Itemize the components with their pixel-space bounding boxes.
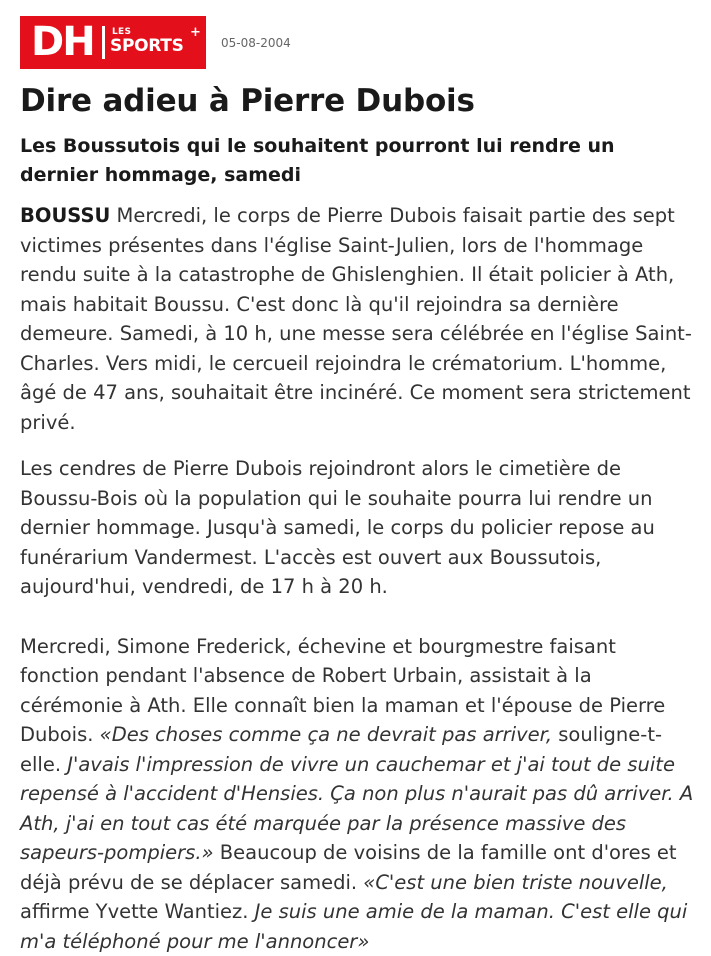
paragraph-3-text-4: affirme Yvette Wantiez. <box>20 900 255 923</box>
logo-sports-text: SPORTS <box>110 38 184 55</box>
logo-plus-icon: + <box>190 26 201 39</box>
article-subtitle: Les Boussutois qui le souhaitent pourront lui rendre un dernier hommage, samedi <box>20 132 695 190</box>
quote-4: Je suis une amie de la maman. C'est elle qui m'a téléphoné pour me l'annoncer» <box>20 900 687 953</box>
logo-les-text: LES <box>112 28 131 37</box>
paragraph-3-text-3: Beaucoup de voisins de la famille ont d'ores et déjà prévu de se déplacer samedi. <box>20 841 677 894</box>
quote-3: «C'est une bien triste nouvelle, <box>363 871 668 894</box>
article-header <box>20 16 206 70</box>
logo-divider <box>102 26 105 59</box>
paragraph-3 <box>20 632 700 956</box>
article-body <box>20 201 700 956</box>
paragraph-3-text-2: souligne-t-elle. <box>20 723 662 776</box>
dateline: BOUSSU <box>20 204 110 227</box>
paragraph-3-text-1: Mercredi, Simone Frederick, échevine et bourgmestre faisant fonction pendant l'absence de Robert Urbain, assistait à la cérémonie à Ath. Elle connaît bien la maman et l'épouse de Pierre Dubois. <box>20 635 665 747</box>
dh-sports-logo[interactable] <box>20 16 206 69</box>
logo-dh-text: DH <box>31 19 94 65</box>
article-title: Dire adieu à Pierre Dubois <box>20 79 475 123</box>
quote-2: J'avais l'impression de vivre un cauchemar et j'ai tout de suite repensé à l'accident d'Hensies. Ça non plus n'aurait pas dû arriver. A Ath, j'ai en tout cas été marquée par la présence massive des sapeurs-pompiers.» <box>20 753 693 865</box>
paragraph-1 <box>20 201 700 437</box>
paragraph-2: Les cendres de Pierre Dubois rejoindront alors le cimetière de Boussu-Bois où la population qui le souhaite pourra lui rendre un dernier hommage. Jusqu'à samedi, le corps du policier repose au funérarium Vandermest. L'accès est ouvert aux Boussutois, aujourd'hui, vendredi, de 17 h à 20 h. <box>20 454 700 602</box>
quote-1: «Des choses comme ça ne devrait pas arriver, <box>100 723 552 746</box>
paragraph-1-text: Mercredi, le corps de Pierre Dubois faisait partie des sept victimes présentes dans l'église Saint-Julien, lors de l'hommage rendu suite à la catastrophe de Ghislenghien. Il était policier à Ath, mais habitait Boussu. C'est donc là qu'il rejoindra sa dernière demeure. Samedi, à 10 h, une messe sera célébrée en l'église Saint-Charles. Vers midi, le cercueil rejoindra le crématorium. L'homme, âgé de 47 ans, souhaitait être incinéré. Ce moment sera strictement privé. <box>20 204 692 434</box>
publication-date: 05-08-2004 <box>221 36 291 50</box>
